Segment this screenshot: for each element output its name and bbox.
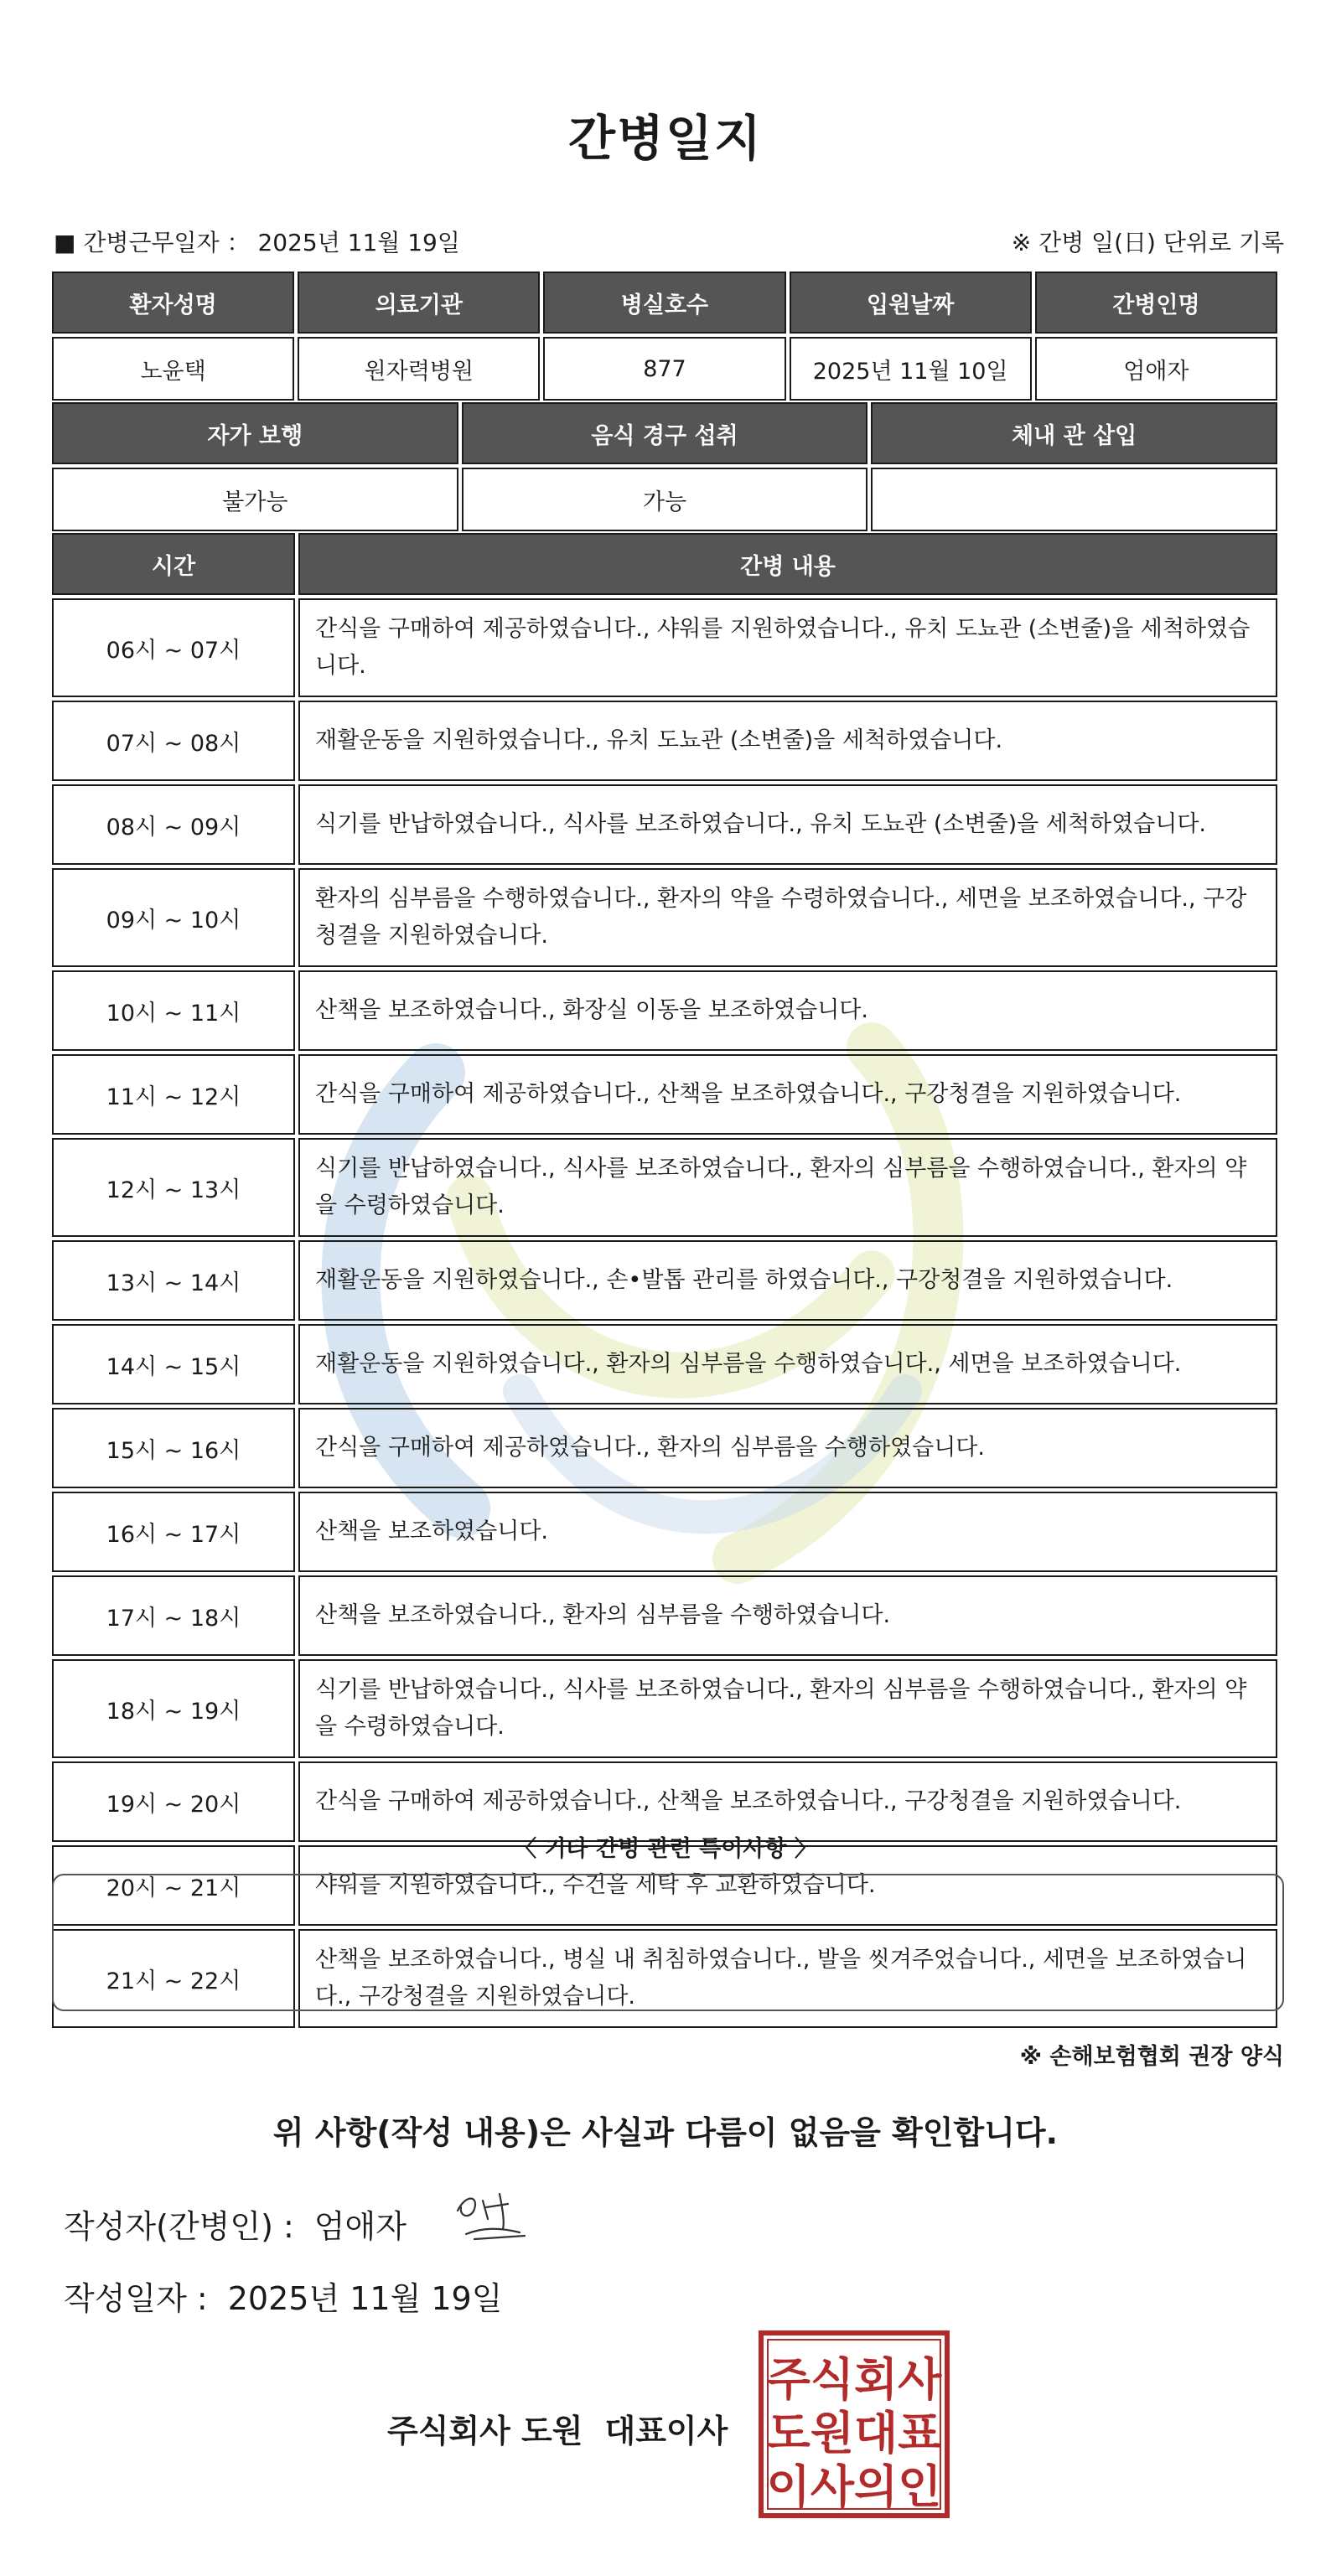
time-slot: 17시 ~ 18시 bbox=[52, 1575, 295, 1656]
page-title: 간병일지 bbox=[567, 110, 764, 167]
header-room-number: 병실호수 bbox=[543, 272, 785, 334]
written-date-line bbox=[64, 2273, 502, 2319]
care-content: 식기를 반납하였습니다., 식사를 보조하였습니다., 환자의 심부름을 수행하였습니다., 환자의 약을 수령하였습니다. bbox=[298, 1138, 1277, 1237]
header-self-walking: 자가 보행 bbox=[52, 402, 458, 464]
time-slot: 16시 ~ 17시 bbox=[52, 1492, 295, 1572]
tube-insertion-value bbox=[871, 468, 1277, 531]
caregiver-name: 엄애자 bbox=[1035, 337, 1277, 401]
table-row bbox=[52, 468, 1277, 531]
time-slot: 18시 ~ 19시 bbox=[52, 1659, 295, 1758]
header-care-content: 간병 내용 bbox=[298, 533, 1277, 595]
care-log-table bbox=[49, 530, 1281, 2031]
table-row bbox=[52, 701, 1277, 781]
table-row bbox=[52, 1138, 1277, 1237]
table-row bbox=[52, 598, 1277, 697]
hospital: 원자력병원 bbox=[298, 337, 540, 401]
room-number: 877 bbox=[543, 337, 785, 401]
written-date-label: 작성일자 : bbox=[64, 2280, 208, 2317]
care-content: 간식을 구매하여 제공하였습니다., 환자의 심부름을 수행하였습니다. bbox=[298, 1408, 1277, 1488]
special-notes-title: 〈 기타 간병 관련 특이사항 〉 bbox=[514, 1836, 817, 1862]
header-patient-name: 환자성명 bbox=[52, 272, 294, 334]
time-slot: 13시 ~ 14시 bbox=[52, 1240, 295, 1321]
table-row bbox=[52, 1659, 1277, 1758]
time-slot: 20시 ~ 21시 bbox=[52, 1845, 295, 1926]
care-content: 환자의 심부름을 수행하였습니다., 환자의 약을 수령하였습니다., 세면을 보조하였습니다., 구강청결을 지원하였습니다. bbox=[298, 868, 1277, 967]
table-row bbox=[52, 1492, 1277, 1572]
special-notes-box[interactable] bbox=[52, 1874, 1284, 2011]
company-line bbox=[387, 2405, 728, 2451]
patient-info-table bbox=[49, 268, 1281, 404]
recommended-form-note: ※ 손해보험협회 권장 양식 bbox=[1019, 2044, 1284, 2070]
time-slot: 09시 ~ 10시 bbox=[52, 868, 295, 967]
table-row bbox=[52, 337, 1277, 401]
writer-label: 작성자(간병인) : bbox=[64, 2208, 294, 2245]
header-oral-intake: 음식 경구 섭취 bbox=[462, 402, 868, 464]
written-date-value: 2025년 11월 19일 bbox=[227, 2280, 503, 2317]
table-header-row bbox=[52, 533, 1277, 595]
care-content: 재활운동을 지원하였습니다., 유치 도뇨관 (소변줄)을 세척하였습니다. bbox=[298, 701, 1277, 781]
oral-intake-value: 가능 bbox=[462, 468, 868, 531]
time-slot: 14시 ~ 15시 bbox=[52, 1324, 295, 1404]
time-slot: 08시 ~ 09시 bbox=[52, 784, 295, 865]
care-content: 산책을 보조하였습니다., 환자의 심부름을 수행하였습니다. bbox=[298, 1575, 1277, 1656]
admission-date: 2025년 11월 10일 bbox=[790, 337, 1032, 401]
care-content: 간식을 구매하여 제공하였습니다., 샤워를 지원하였습니다., 유치 도뇨관 (소변줄)을 세척하였습니다. bbox=[298, 598, 1277, 697]
table-row bbox=[52, 970, 1277, 1051]
care-content: 산책을 보조하였습니다. bbox=[298, 1492, 1277, 1572]
table-header-row bbox=[52, 402, 1277, 464]
header-tube-insertion: 체내 관 삽입 bbox=[871, 402, 1277, 464]
header-time: 시간 bbox=[52, 533, 295, 595]
record-unit-note: ※ 간병 일(日) 단위로 기록 bbox=[1011, 229, 1284, 256]
table-row bbox=[52, 868, 1277, 967]
care-content: 간식을 구매하여 제공하였습니다., 산책을 보조하였습니다., 구강청결을 지원하였습니다. bbox=[298, 1761, 1277, 1842]
table-row bbox=[52, 1054, 1277, 1135]
table-row bbox=[52, 1408, 1277, 1488]
table-row bbox=[52, 1575, 1277, 1656]
table-header-row bbox=[52, 272, 1277, 334]
care-content: 식기를 반납하였습니다., 식사를 보조하였습니다., 환자의 심부름을 수행하였습니다., 환자의 약을 수령하였습니다. bbox=[298, 1659, 1277, 1758]
seal-line-2: 도원대표 bbox=[766, 2407, 942, 2460]
time-slot: 19시 ~ 20시 bbox=[52, 1761, 295, 1842]
header-hospital: 의료기관 bbox=[298, 272, 540, 334]
time-slot: 06시 ~ 07시 bbox=[52, 598, 295, 697]
time-slot: 15시 ~ 16시 bbox=[52, 1408, 295, 1488]
self-walking-value: 불가능 bbox=[52, 468, 458, 531]
time-slot: 12시 ~ 13시 bbox=[52, 1138, 295, 1237]
time-slot: 11시 ~ 12시 bbox=[52, 1054, 295, 1135]
company-name: 주식회사 도원 bbox=[387, 2413, 583, 2449]
confirmation-statement: 위 사항(작성 내용)은 사실과 다름이 없음을 확인합니다. bbox=[272, 2114, 1059, 2151]
patient-name: 노윤택 bbox=[52, 337, 294, 401]
time-slot: 10시 ~ 11시 bbox=[52, 970, 295, 1051]
header-admission-date: 입원날짜 bbox=[790, 272, 1032, 334]
company-seal bbox=[758, 2330, 950, 2519]
time-slot: 07시 ~ 08시 bbox=[52, 701, 295, 781]
time-slot: 21시 ~ 22시 bbox=[52, 1929, 295, 2028]
care-content: 식기를 반납하였습니다., 식사를 보조하였습니다., 유치 도뇨관 (소변줄)을 세척하였습니다. bbox=[298, 784, 1277, 865]
care-content: 산책을 보조하였습니다., 화장실 이동을 보조하였습니다. bbox=[298, 970, 1277, 1051]
table-row bbox=[52, 784, 1277, 865]
header-caregiver-name: 간병인명 bbox=[1035, 272, 1277, 334]
ceo-title: 대표이사 bbox=[604, 2413, 728, 2449]
writer-name: 엄애자 bbox=[313, 2208, 407, 2245]
care-content: 재활운동을 지원하였습니다., 환자의 심부름을 수행하였습니다., 세면을 보조하였습니다. bbox=[298, 1324, 1277, 1404]
table-row bbox=[52, 1324, 1277, 1404]
writer-line bbox=[64, 2201, 407, 2247]
patient-status-table bbox=[49, 399, 1281, 535]
table-row bbox=[52, 1240, 1277, 1321]
care-content: 재활운동을 지원하였습니다., 손•발톱 관리를 하였습니다., 구강청결을 지원하였습니다. bbox=[298, 1240, 1277, 1321]
care-content: 샤워를 지원하였습니다., 수건을 세탁 후 교환하였습니다. bbox=[298, 1845, 1277, 1926]
work-date: ■ 간병근무일자 ： 2025년 11월 19일 bbox=[54, 229, 460, 256]
seal-line-1: 주식회사 bbox=[766, 2353, 942, 2406]
seal-line-3: 이사의인 bbox=[766, 2460, 942, 2513]
care-content: 산책을 보조하였습니다., 병실 내 취침하였습니다., 발을 씻겨주었습니다., 세면을 보조하였습니다., 구강청결을 지원하였습니다. bbox=[298, 1929, 1277, 2028]
care-content: 간식을 구매하여 제공하였습니다., 산책을 보조하였습니다., 구강청결을 지원하였습니다. bbox=[298, 1054, 1277, 1135]
handwritten-signature bbox=[449, 2185, 541, 2253]
